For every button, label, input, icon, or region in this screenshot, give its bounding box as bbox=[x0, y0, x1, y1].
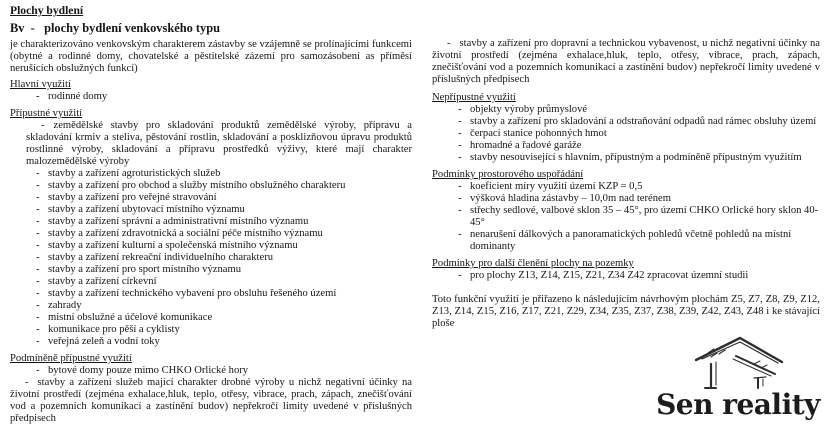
bullet-dash: - bbox=[41, 120, 45, 131]
bullet-list bbox=[10, 91, 412, 103]
bullet-dash: - bbox=[36, 252, 40, 263]
bullet-dash: - bbox=[36, 168, 40, 179]
bullet-dash: - bbox=[458, 128, 462, 139]
bullet-dash: - bbox=[458, 270, 462, 281]
section-nepripustne-vyuziti bbox=[432, 92, 820, 164]
list-item bbox=[10, 228, 412, 240]
list-item bbox=[10, 204, 412, 216]
bullet-dash: - bbox=[36, 91, 40, 102]
bullet-text: výšková hladina zástavby – 10,0m nad terénem bbox=[470, 193, 671, 204]
bullet-text: stavby a zařízení pro skladování a odstraňování odpadů nad rámec obsluhy území bbox=[470, 116, 817, 127]
section-pripustne-vyuziti bbox=[10, 108, 412, 348]
list-item bbox=[432, 181, 820, 193]
bullet-dash: - bbox=[36, 228, 40, 239]
section-code-title: Bv - plochy bydlení venkovského typu bbox=[10, 21, 221, 35]
bullet-dash: - bbox=[36, 240, 40, 251]
bullet-text: stavby a zařízení zdravotnická a sociální péče místního významu bbox=[48, 228, 323, 239]
bullet-dash: - bbox=[36, 288, 40, 299]
list-item bbox=[26, 120, 412, 168]
bullet-text: čerpací stanice pohonných hmot bbox=[470, 128, 607, 139]
list-item bbox=[10, 312, 412, 324]
bullet-text: stavby nesouvisející s hlavním, přípustným a podmíněně přípustným využitím bbox=[470, 152, 802, 163]
bullet-dash: - bbox=[447, 38, 451, 49]
bullet-text: rodinné domy bbox=[48, 91, 108, 102]
house-roof-icon bbox=[678, 330, 798, 392]
section-heading: Podmínky pro další členění plochy na pozemky bbox=[432, 258, 634, 269]
bullet-text: stavby a zařízení pro dopravní a technickou vybavenost, u nichž negativní účinky na životní prostředí (zejména exhalace,hluk, teplo, otřesy, vibrace, prach, zápach, znečišťování vod a pozemních komunikací a zastínění budov) nepřekročí limity uvedené v příslušných předpisech bbox=[432, 38, 820, 85]
section-heading: Hlavní využití bbox=[10, 79, 71, 90]
bullet-list bbox=[432, 270, 820, 282]
bullet-text: stavby a zařízení rekreační individuelního charakteru bbox=[48, 252, 274, 263]
list-item bbox=[432, 128, 820, 140]
bullet-text: stavby a zařízení kulturní a společenská místního významu bbox=[48, 240, 298, 251]
bullet-dash: - bbox=[458, 193, 462, 204]
bullet-text: nenarušení dálkových a panoramatických pohledů včetně pohledů na místní dominanty bbox=[470, 229, 792, 252]
bullet-text: veřejná zeleň a vodní toky bbox=[48, 336, 160, 347]
bullet-text: místní obslužné a účelové komunikace bbox=[48, 312, 213, 323]
list-item bbox=[10, 252, 412, 264]
intro-paragraph: je charakterizováno venkovským charakterem zástavby se vzájemně se prolínajícími funkcemi (obytné a rodinné domy, chovatelské a pěstitelské zázemí pro samozásobení as příměsí nerušících obslužných funkcí) bbox=[10, 39, 412, 74]
bullet-text: stavby a zařízení církevní bbox=[48, 276, 157, 287]
list-item bbox=[432, 152, 820, 164]
bullet-list bbox=[432, 181, 820, 253]
list-item bbox=[432, 193, 820, 205]
bullet-text: zahrady bbox=[48, 300, 82, 311]
section-heading: Podmíněně přípustné využití bbox=[10, 353, 132, 364]
bullet-text: stavby a zařízení technického vybavení pro obsluhu řešeného území bbox=[48, 288, 337, 299]
bullet-dash: - bbox=[36, 276, 40, 287]
bullet-dash: - bbox=[36, 180, 40, 191]
list-item bbox=[432, 116, 820, 128]
bullet-text: bytové domy pouze mimo CHKO Orlické hory bbox=[48, 365, 249, 376]
bullet-text: objekty výroby průmyslové bbox=[470, 104, 588, 115]
bullet-text: stavby a zařízení pro veřejné stravování bbox=[48, 192, 217, 203]
bullet-dash: - bbox=[458, 229, 462, 240]
bullet-dash: - bbox=[36, 312, 40, 323]
section-podminene-pripustne-vyuziti bbox=[10, 353, 412, 425]
bullet-text: stavby a zařízení pro sport místního významu bbox=[48, 264, 241, 275]
list-item bbox=[432, 205, 820, 229]
bullet-list bbox=[10, 120, 412, 348]
bullet-text: stavby a zařízení pro obchod a služby místního obslužného charakteru bbox=[48, 180, 346, 191]
list-item bbox=[432, 140, 820, 152]
list-item bbox=[10, 180, 412, 192]
bullet-list bbox=[10, 365, 412, 425]
bullet-text: stavby a zařízení správní a administrativní místního významu bbox=[48, 216, 309, 227]
list-item bbox=[10, 288, 412, 300]
list-item bbox=[10, 336, 412, 348]
closing-paragraph: Toto funkční využití je přiřazeno k následujícím návrhovým plochám Z5, Z7, Z8, Z9, Z12, Z13, Z14, Z15, Z16, Z17, Z21, Z29, Z34, Z35, Z37, Z38, Z39, Z42, Z43, Z48 i ke stávající ploše bbox=[432, 294, 820, 329]
section-heading: Nepřípustné využití bbox=[432, 92, 516, 103]
section-hlavni-vyuziti bbox=[10, 79, 412, 103]
bullet-dash: - bbox=[36, 365, 40, 376]
bullet-dash: - bbox=[36, 216, 40, 227]
bullet-text: komunikace pro pěší a cyklisty bbox=[48, 324, 180, 335]
page-title: Plochy bydlení bbox=[10, 4, 84, 17]
list-item bbox=[10, 377, 412, 425]
left-column bbox=[10, 5, 412, 429]
bullet-text: střechy sedlové, valbové sklon 35 – 45°, pro území CHKO Orlické hory sklon 40-45° bbox=[470, 205, 819, 228]
section-podminky-cleneni-plochy bbox=[432, 258, 820, 282]
bullet-text: stavby a zařízení služeb mající charakter drobné výroby u nichž negativní účinky na životní prostředí (zejména exhalace,hluk, teplo, otřesy, vibrace, prach, zápach, znečišťování vod a pozemních komunikací a zastínění budov) nepřekročí limity uvedené v příslušných předpisech bbox=[10, 377, 412, 424]
list-item bbox=[432, 38, 820, 86]
section-heading: Podmínky prostorového uspořádání bbox=[432, 169, 584, 180]
bullet-text: hromadné a řadové garáže bbox=[470, 140, 582, 151]
right-column bbox=[432, 5, 820, 330]
bullet-dash: - bbox=[458, 116, 462, 127]
lead-bullet-list bbox=[432, 38, 820, 86]
list-item bbox=[10, 276, 412, 288]
bullet-dash: - bbox=[36, 300, 40, 311]
list-item bbox=[10, 300, 412, 312]
bullet-dash: - bbox=[36, 204, 40, 215]
bullet-dash: - bbox=[458, 205, 462, 216]
list-item bbox=[10, 168, 412, 180]
list-item bbox=[10, 216, 412, 228]
bullet-dash: - bbox=[458, 104, 462, 115]
list-item bbox=[10, 240, 412, 252]
bullet-dash: - bbox=[458, 152, 462, 163]
bullet-list bbox=[432, 104, 820, 164]
bullet-dash: - bbox=[36, 324, 40, 335]
section-heading: Přípustné využití bbox=[10, 108, 83, 119]
bullet-text: pro plochy Z13, Z14, Z15, Z21, Z34 Z42 zpracovat územní studii bbox=[470, 270, 749, 281]
list-item bbox=[432, 104, 820, 116]
list-item bbox=[432, 229, 820, 253]
sen-reality-logo bbox=[648, 330, 828, 427]
list-item bbox=[432, 270, 820, 282]
bullet-dash: - bbox=[25, 377, 29, 388]
bullet-text: stavby a zařízení agroturistických služeb bbox=[48, 168, 221, 179]
list-item bbox=[10, 365, 412, 377]
bullet-dash: - bbox=[36, 336, 40, 347]
bullet-dash: - bbox=[458, 140, 462, 151]
list-item bbox=[10, 324, 412, 336]
section-podminky-prostoroveho-usporadani bbox=[432, 169, 820, 253]
bullet-text: stavby a zařízení ubytovací místního významu bbox=[48, 204, 245, 215]
bullet-dash: - bbox=[458, 181, 462, 192]
brand-name: Sen reality bbox=[656, 388, 820, 421]
list-item bbox=[10, 91, 412, 103]
list-item bbox=[10, 192, 412, 204]
bullet-dash: - bbox=[36, 192, 40, 203]
list-item bbox=[10, 264, 412, 276]
bullet-text: koeficient míry využití území KZP = 0,5 bbox=[470, 181, 643, 192]
bullet-text: zemědělské stavby pro skladování produktů zemědělské výroby, přípravu a skladování krmiv a steliva, pěstování rostlin, skladování a posklizňovou úpravu produktů rostlinné výroby, skladování a přípravu prostředků výživy, které mají charakter malozemědělské výroby bbox=[26, 120, 412, 167]
bullet-dash: - bbox=[36, 264, 40, 275]
